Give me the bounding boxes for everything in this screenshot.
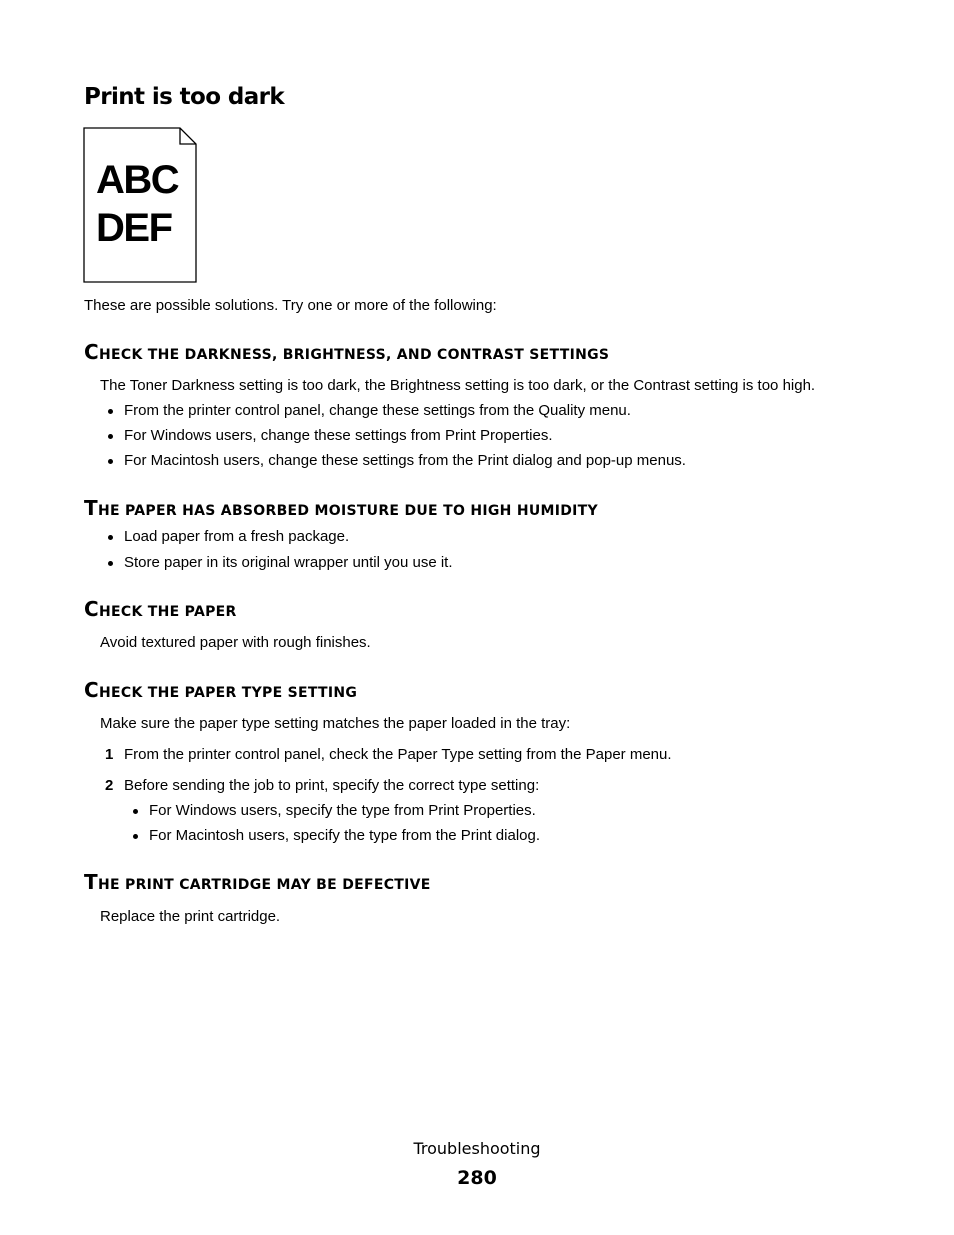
section-heading-check-paper: CHECK THE PAPER [84, 597, 237, 621]
step-text: Before sending the job to print, specify the correct type setting: [124, 777, 540, 794]
list-item: For Macintosh users, specify the type from the Print dialog. [149, 827, 541, 844]
list-item: Store paper in its original wrapper until you use it. [124, 554, 453, 571]
page-number: 280 [457, 1167, 497, 1189]
sample-text-line-1: ABC [96, 158, 179, 202]
section-heading-moisture: THE PAPER HAS ABSORBED MOISTURE DUE TO HIGH HUMIDITY [84, 496, 598, 520]
list-item: For Macintosh users, change these settings from the Print dialog and pop-up menus. [124, 452, 686, 469]
page-title: Print is too dark [84, 84, 285, 110]
dark-print-sample-icon [83, 127, 198, 284]
list-item: For Windows users, specify the type from Print Properties. [149, 802, 536, 819]
list-item: For Windows users, change these settings from Print Properties. [124, 427, 553, 444]
intro-text: These are possible solutions. Try one or more of the following: [84, 297, 497, 314]
page-outline [84, 128, 196, 282]
step-number: 2 [105, 777, 114, 794]
section-heading-paper-type: CHECK THE PAPER TYPE SETTING [84, 678, 358, 702]
section-heading-darkness: CHECK THE DARKNESS, BRIGHTNESS, AND CONTRAST SETTINGS [84, 340, 610, 364]
section-text-darkness: The Toner Darkness setting is too dark, the Brightness setting is too dark, or the Contrast setting is too high. [100, 377, 816, 394]
footer-chapter-label: Troubleshooting [413, 1139, 541, 1158]
sample-text-line-2: DEF [96, 206, 172, 250]
list-item: From the printer control panel, change these settings from the Quality menu. [124, 402, 631, 419]
step-number: 1 [105, 746, 114, 763]
section-heading-cartridge: THE PRINT CARTRIDGE MAY BE DEFECTIVE [84, 870, 431, 894]
section-text-paper-type: Make sure the paper type setting matches the paper loaded in the tray: [100, 715, 571, 732]
list-item: Load paper from a fresh package. [124, 528, 350, 545]
numbered-step [105, 745, 672, 765]
section-text-check-paper: Avoid textured paper with rough finishes. [100, 634, 371, 651]
numbered-step [105, 776, 540, 796]
section-text-cartridge: Replace the print cartridge. [100, 908, 281, 925]
step-text: From the printer control panel, check the Paper Type setting from the Paper menu. [124, 746, 672, 763]
